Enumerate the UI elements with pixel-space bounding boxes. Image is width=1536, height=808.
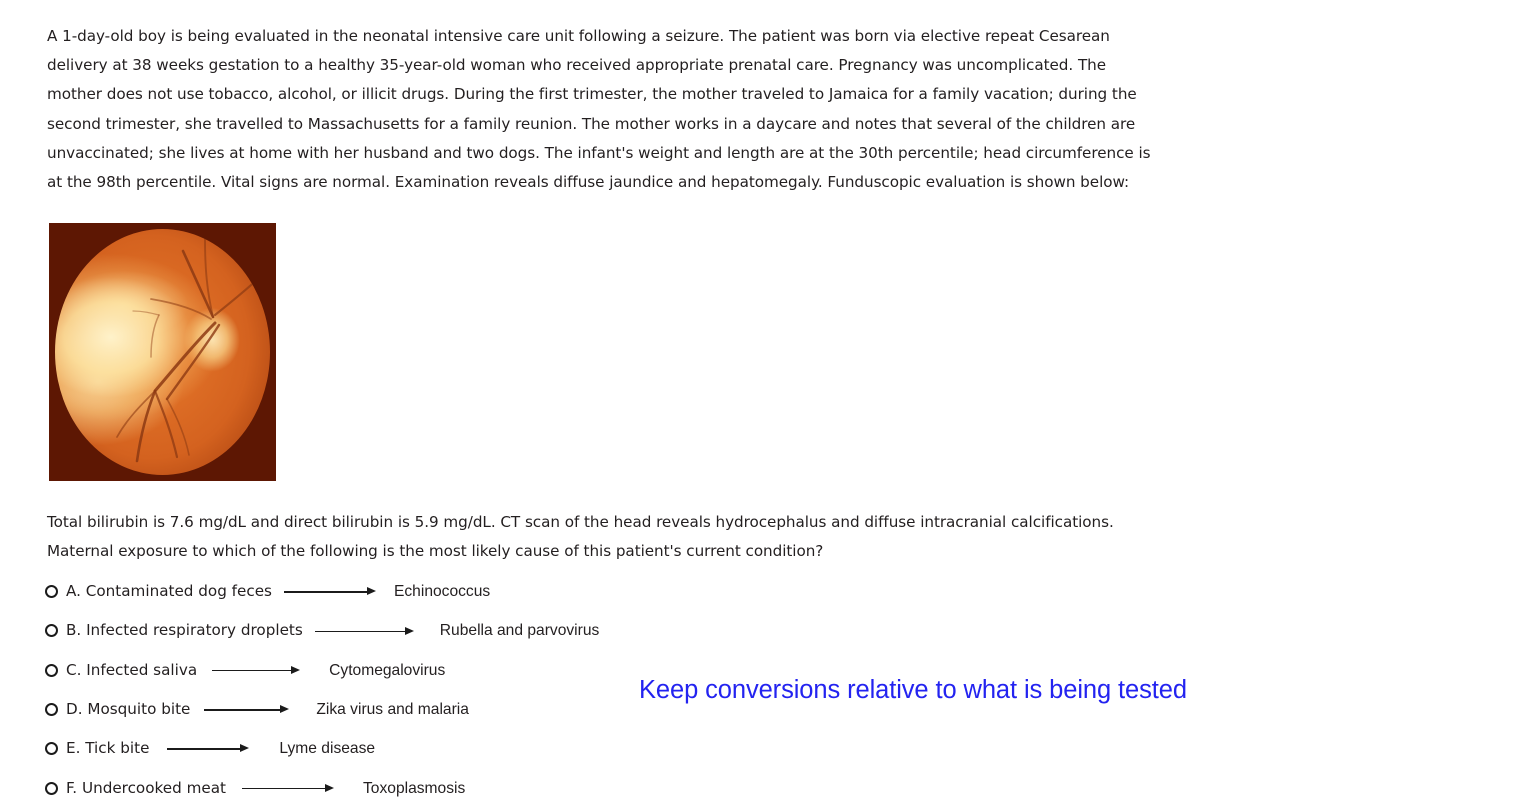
radio-button-d[interactable] bbox=[45, 703, 58, 716]
fundus-image-frame bbox=[49, 223, 276, 481]
radio-button-e[interactable] bbox=[45, 742, 58, 755]
option-answer-e: Lyme disease bbox=[279, 740, 376, 758]
option-answer-f: Toxoplasmosis bbox=[363, 779, 466, 797]
option-row-b[interactable] bbox=[45, 611, 945, 650]
option-label-a: A. Contaminated dog feces bbox=[66, 582, 272, 601]
option-row-f[interactable] bbox=[45, 768, 945, 807]
right-arrow-icon-a bbox=[284, 587, 376, 597]
right-arrow-icon-b bbox=[315, 626, 414, 636]
radio-button-b[interactable] bbox=[45, 624, 58, 637]
radio-button-c[interactable] bbox=[45, 664, 58, 677]
option-answer-b: Rubella and parvovirus bbox=[439, 622, 600, 640]
fundus-retina bbox=[55, 229, 270, 475]
study-annotation-text: Keep conversions relative to what is being tested bbox=[639, 676, 1187, 704]
option-label-c: C. Infected saliva bbox=[66, 660, 198, 679]
option-label-f: F. Undercooked meat bbox=[66, 778, 226, 797]
option-row-e[interactable] bbox=[45, 729, 945, 768]
option-answer-d: Zika virus and malaria bbox=[316, 701, 469, 719]
right-arrow-icon-e bbox=[167, 744, 249, 754]
option-row-a[interactable] bbox=[45, 572, 945, 611]
right-arrow-icon-c bbox=[212, 665, 300, 675]
right-arrow-icon-d bbox=[204, 705, 289, 715]
option-label-b: B. Infected respiratory droplets bbox=[66, 621, 303, 640]
option-answer-a: Echinococcus bbox=[393, 583, 491, 601]
clinical-vignette-text: A 1-day-old boy is being evaluated in the neonatal intensive care unit following a seizure. The patient was born via elective repeat Cesarean delivery at 38 weeks gestation to a healthy 35-year-old woman who received appropriate prenatal care. Pregnancy was uncomplicated. The mother does not use tobacco, alcohol, or illicit drugs. During the first trimester, the mother traveled to Jamaica for a family vacation; during the second trimester, she travelled to Massachusetts for a family reunion. The mother works in a daycare and notes that several of the children are unvaccinated; she lives at home with her husband and two dogs. The infant's weight and length are at the 30th percentile; head circumference is at the 98th percentile. Vital signs are normal. Examination reveals diffuse jaundice and hepatomegaly. Funduscopic evaluation is shown below: bbox=[47, 27, 1151, 192]
option-label-d: D. Mosquito bite bbox=[66, 700, 191, 719]
retinal-vessels-overlay bbox=[55, 229, 270, 475]
labs-and-question-text: Total bilirubin is 7.6 mg/dL and direct bilirubin is 5.9 mg/dL. CT scan of the head reveals hydrocephalus and diffuse intracranial calcifications. Maternal exposure to which of the following is the most likely cause of this patient's current condition? bbox=[47, 513, 1114, 560]
radio-button-a[interactable] bbox=[45, 585, 58, 598]
option-label-e: E. Tick bite bbox=[66, 739, 150, 758]
funduscopic-photograph bbox=[49, 223, 276, 481]
option-answer-c: Cytomegalovirus bbox=[329, 661, 446, 679]
right-arrow-icon-f bbox=[242, 783, 334, 793]
radio-button-f[interactable] bbox=[45, 782, 58, 795]
